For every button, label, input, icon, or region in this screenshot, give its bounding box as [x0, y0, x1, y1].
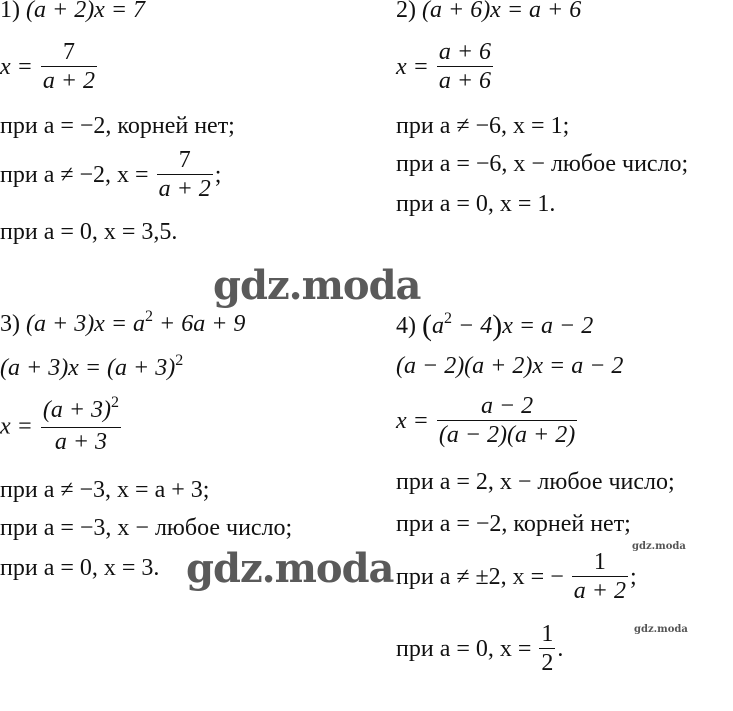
- problem-4-case-2-text: при a = −2, корней нет;: [396, 511, 631, 537]
- problem-3-equation-exponent: 2: [145, 308, 154, 325]
- problem-3-solution: [0, 394, 123, 458]
- problem-2-case-2-text: при a = −6, x − любое число;: [396, 151, 689, 177]
- problem-4-case-4: [396, 622, 563, 679]
- problem-4-solution-lhs: x =: [396, 408, 429, 435]
- fraction-numerator: 7: [178, 147, 191, 173]
- problem-3-equation-base: (a + 3)x = a: [26, 311, 146, 337]
- problem-4-case-3-prefix: при a ≠ ±2, x = −: [396, 564, 564, 591]
- fraction-numerator-base: (a + 3): [42, 397, 112, 423]
- problem-3-number: 3): [0, 311, 20, 337]
- problem-1-solution-fraction: [41, 38, 97, 95]
- fraction-denominator: a + 2: [158, 176, 211, 202]
- problem-2-case-1-text: при a ≠ −6, x = 1;: [396, 113, 570, 139]
- fraction-numerator-exponent: 2: [111, 394, 120, 411]
- fraction-denominator: a + 3: [54, 429, 108, 455]
- problem-1-equation: [0, 0, 145, 24]
- problem-1-case-2-prefix: при a ≠ −2, x =: [0, 162, 149, 189]
- problem-4-rest: x = a − 2: [502, 313, 594, 339]
- problem-3-case-2-text: при a = −3, x − любое число;: [0, 515, 293, 541]
- problem-2-case-3: [396, 190, 555, 218]
- problem-1-solution-lhs: x =: [0, 54, 33, 81]
- fraction-denominator: a + 2: [42, 68, 96, 94]
- watermark-large-top: gdz.moda: [213, 262, 421, 309]
- fraction-numerator: 1: [541, 621, 554, 647]
- problem-1-case-2: [0, 148, 221, 205]
- problem-4-case-4-suffix: .: [557, 636, 564, 663]
- watermark-large-bottom: gdz.moda: [186, 545, 394, 592]
- fraction-denominator: a + 2: [573, 578, 626, 604]
- problem-2-solution: [396, 40, 495, 97]
- problem-3-factored-base: (a + 3)x = (a + 3): [0, 355, 176, 381]
- problem-1-case-3-text: при a = 0, x = 3,5.: [0, 219, 178, 245]
- fraction-denominator: 2: [541, 650, 554, 676]
- problem-3-case-3-text: при a = 0, x = 3.: [0, 555, 160, 581]
- problem-4-equation: [396, 310, 593, 343]
- problem-4-solution-fraction: [437, 392, 577, 449]
- problem-4-case-3-fraction: [572, 548, 628, 605]
- problem-4-number: 4): [396, 313, 416, 339]
- problem-2-case-3-text: при a = 0, x = 1.: [396, 191, 556, 217]
- problem-1-case-2-fraction: [157, 146, 213, 203]
- problem-1-equation-text: (a + 2)x = 7: [26, 0, 146, 23]
- problem-3-case-2: [0, 514, 292, 542]
- fraction-numerator: a − 2: [480, 393, 534, 419]
- problem-4-case-4-fraction: [539, 620, 555, 677]
- problem-1-case-3: [0, 218, 177, 246]
- problem-2-equation: [396, 0, 581, 24]
- problem-3-solution-fraction: [41, 396, 121, 456]
- fraction-numerator: 1: [593, 549, 606, 575]
- problem-3-equation-rest: + 6a + 9: [153, 311, 246, 337]
- problem-1-number: 1): [0, 0, 20, 23]
- problem-4-case-4-prefix: при a = 0, x =: [396, 636, 532, 663]
- problem-4-base: a: [432, 313, 444, 339]
- problem-2-solution-lhs: x =: [396, 54, 429, 81]
- fraction-numerator: [41, 396, 121, 427]
- problem-4-exponent: 2: [444, 310, 452, 327]
- problem-1-case-1-text: при a = −2, корней нет;: [0, 113, 235, 139]
- problem-2-solution-fraction: [437, 38, 493, 95]
- problem-4-solution: [396, 394, 579, 451]
- problem-4-case-2: [396, 510, 631, 538]
- problem-4-factored-text: (a − 2)(a + 2)x = a − 2: [396, 353, 624, 379]
- problem-2-case-2: [396, 150, 688, 178]
- problem-2-number: 2): [396, 0, 416, 23]
- problem-1-case-1: [0, 112, 235, 140]
- problem-3-case-1-text: при a ≠ −3, x = a + 3;: [0, 477, 210, 503]
- problem-4-close-paren: ): [492, 309, 503, 342]
- problem-3-factored: [0, 354, 183, 385]
- problem-2-equation-text: (a + 6)x = a + 6: [422, 0, 582, 23]
- fraction-denominator: (a − 2)(a + 2): [438, 422, 576, 448]
- problem-4-case-3: [396, 550, 637, 607]
- problem-3-case-1: [0, 476, 209, 504]
- problem-2-case-1: [396, 112, 569, 140]
- problem-4-minus-term: − 4: [452, 313, 493, 339]
- fraction-denominator: a + 6: [438, 68, 492, 94]
- problem-1-case-2-suffix: ;: [214, 162, 222, 189]
- problem-4-case-1-text: при a = 2, x − любое число;: [396, 469, 675, 495]
- problem-3-factored-exponent: 2: [175, 352, 184, 369]
- problem-1-solution: [0, 40, 99, 97]
- problem-4-factored: [396, 352, 623, 380]
- problem-4-open-paren: (: [422, 309, 432, 342]
- problem-4-case-1: [396, 468, 675, 496]
- problem-3-solution-lhs: x =: [0, 413, 33, 440]
- watermark-small-1: gdz.moda: [632, 541, 686, 552]
- problem-3-equation: [0, 310, 245, 341]
- problem-4-case-3-suffix: ;: [629, 564, 637, 591]
- problem-3-case-3: [0, 554, 159, 582]
- fraction-numerator: a + 6: [438, 39, 492, 65]
- fraction-numerator: 7: [62, 39, 75, 65]
- watermark-small-2: gdz.moda: [634, 624, 688, 635]
